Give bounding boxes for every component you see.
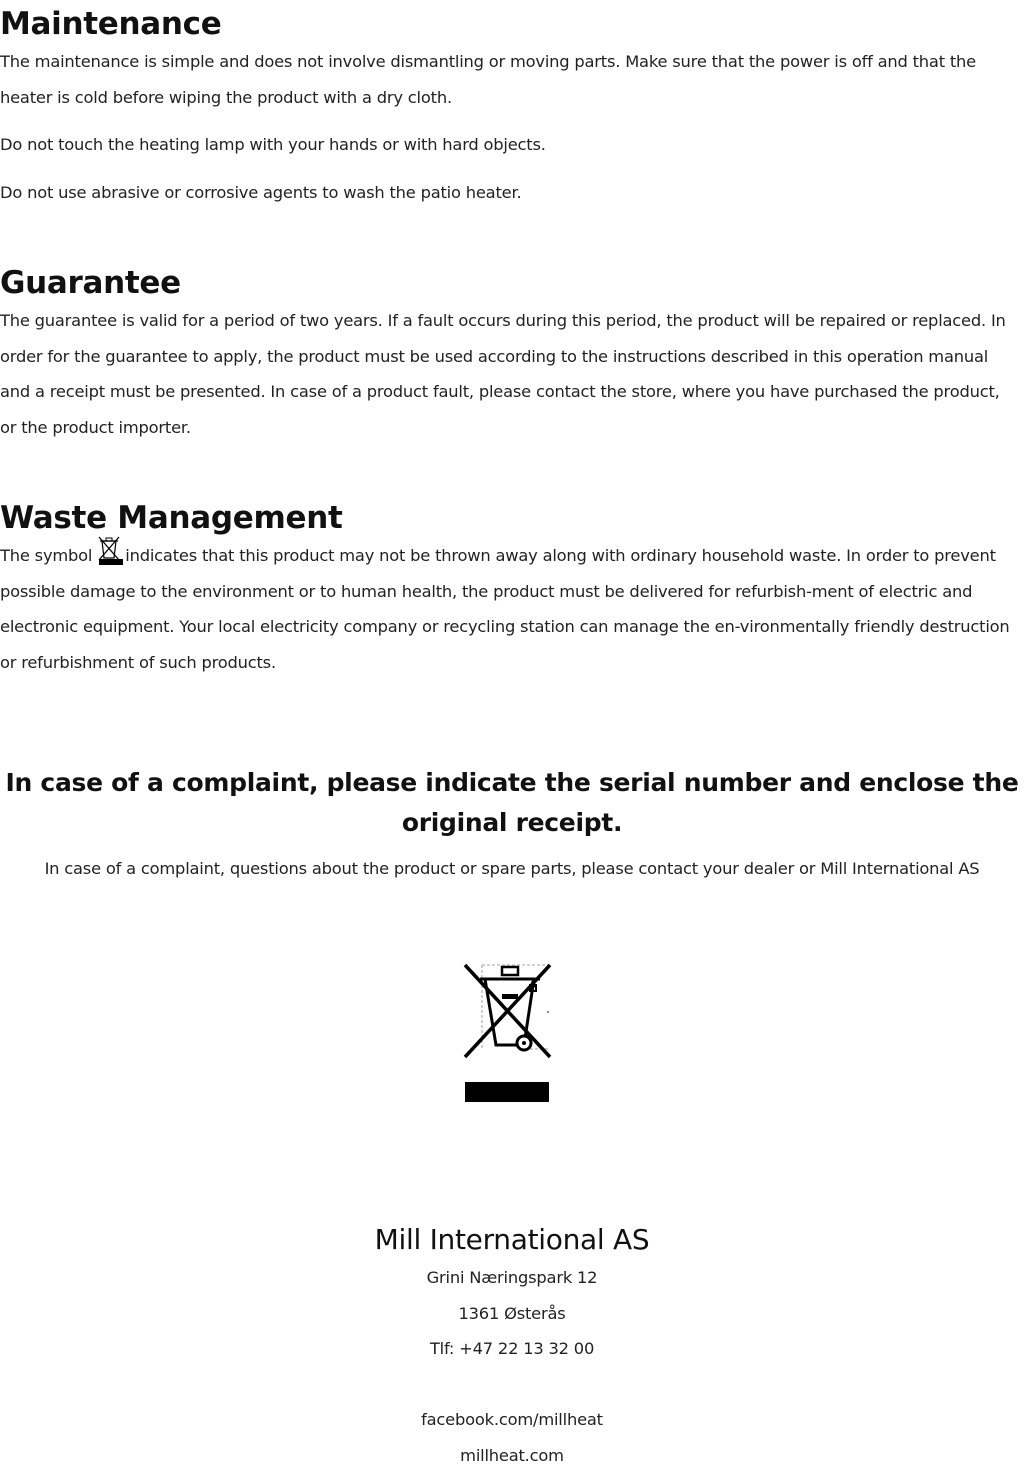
- maintenance-paragraph-1: The maintenance is simple and does not involve dismantling or moving parts. Make sure that the power is off and that the heater is cold before wiping the product with a dry cloth.: [0, 52, 976, 107]
- waste-section: [0, 498, 1018, 681]
- waste-text-before: The symbol: [0, 546, 93, 565]
- complaint-section: [0, 763, 1024, 887]
- weee-bar: [465, 1082, 549, 1102]
- company-name: Mill International AS: [374, 1223, 650, 1256]
- complaint-text: In case of a complaint, questions about the product or spare parts, please contact your dealer or Mill International AS: [44, 859, 980, 878]
- complaint-heading: In case of a complaint, please indicate the serial number and enclose the original receipt.: [5, 768, 1019, 837]
- guarantee-section: [0, 263, 1018, 446]
- waste-heading: Waste Management: [0, 500, 343, 536]
- maintenance-paragraph-3: Do not use abrasive or corrosive agents to wash the patio heater.: [0, 183, 522, 203]
- waste-paragraph: [0, 538, 1018, 681]
- maintenance-section: [0, 4, 1018, 211]
- maintenance-heading: Maintenance: [0, 6, 222, 42]
- weee-symbol: [460, 957, 556, 1107]
- company-phone: Tlf: +47 22 13 32 00: [429, 1339, 595, 1359]
- weee-bin-icon: [94, 541, 122, 563]
- company-facebook: facebook.com/millheat: [421, 1410, 603, 1430]
- company-city: 1361 Østerås: [458, 1303, 566, 1323]
- crossed-out-wheelie-bin-icon: [460, 957, 556, 1067]
- waste-text-after: indicates that this product may not be thrown away along with ordinary household waste. In order to prevent possible damage to the environment or to human health, the product must be delivered for refurbish-ment of electric and electronic equipment. Your local electricity company or recycling station can manage the en-vironmentally friendly destruction or refurbishment of such products.: [0, 546, 1010, 673]
- company-street: Grini Næringspark 12: [426, 1268, 598, 1287]
- guarantee-heading: Guarantee: [0, 265, 181, 301]
- maintenance-paragraph-2: Do not touch the heating lamp with your hands or with hard objects.: [0, 135, 546, 155]
- company-section: [0, 1220, 1024, 1474]
- company-website: millheat.com: [460, 1445, 564, 1465]
- guarantee-paragraph: The guarantee is valid for a period of two years. If a fault occurs during this period, the product will be repaired or replaced. In order for the guarantee to apply, the product must be used according to the instructions described in this operation manual and a receipt must be presented. In case of a product fault, please contact the store, where you have purchased the product, or the product importer.: [0, 311, 1006, 438]
